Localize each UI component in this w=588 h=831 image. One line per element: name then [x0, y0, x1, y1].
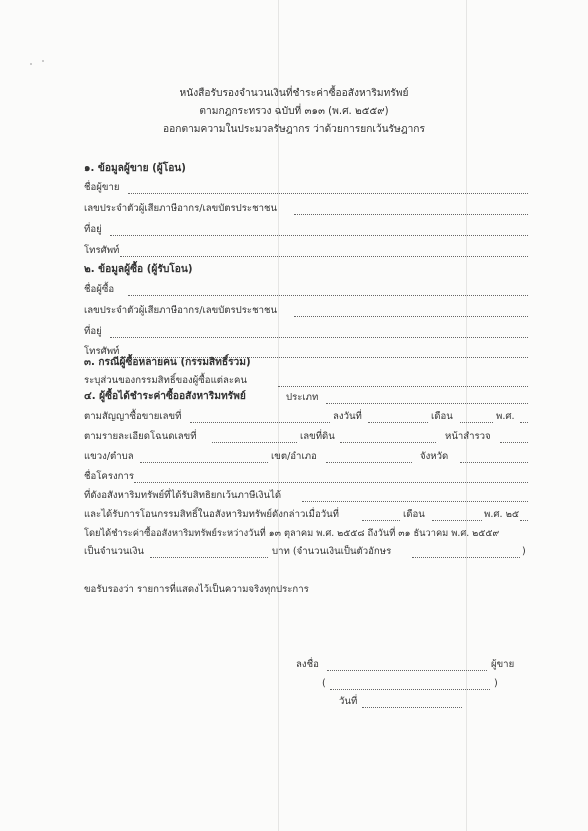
survey-page-label: หน้าสำรวจ [445, 431, 491, 442]
ownership-share-field[interactable] [278, 386, 528, 387]
amount-words-label: บาท (จำนวนเงินเป็นตัวอักษร [272, 546, 392, 557]
contract-month-label: เดือน [431, 411, 453, 422]
transfer-day-field[interactable] [362, 520, 400, 521]
ownership-share-label: ระบุส่วนของกรรมสิทธิ์ของผู้ซื้อแต่ละคน [84, 375, 247, 386]
project-name-field[interactable] [134, 482, 528, 483]
deed-no-field[interactable] [212, 442, 297, 443]
transfer-month-label: เดือน [403, 509, 425, 520]
section4-heading: ๔. ผู้ซื้อได้ชำระค่าซื้ออสังหาริมทรัพย์ [84, 391, 246, 402]
seller-taxid-field[interactable] [294, 214, 528, 215]
section3-heading: ๓. กรณีผู้ซื้อหลายคน (กรรมสิทธิ์รวม) [84, 357, 251, 368]
signature-field[interactable] [327, 670, 487, 671]
seller-phone-field[interactable] [120, 256, 528, 257]
contract-date-label: ลงวันที่ [333, 411, 362, 422]
doc-title-line2: ตามกฎกระทรวง ฉบับที่ ๓๑๓ (พ.ศ. ๒๕๕๙) [199, 106, 389, 117]
project-name-label: ชื่อโครงการ [84, 471, 135, 482]
signer-name-field[interactable] [330, 689, 490, 690]
buyer-taxid-field[interactable] [294, 316, 528, 317]
survey-page-field[interactable] [500, 442, 528, 443]
property-type-field[interactable] [326, 403, 528, 404]
property-type-label: ประเภท [286, 392, 319, 403]
transfer-date-label: และได้รับการโอนกรรมสิทธิ์ในอสังหาริมทรัพย์ดังกล่าวเมื่อวันที่ [84, 509, 339, 520]
province-label: จังหวัด [420, 451, 449, 462]
seller-name-label: ชื่อผู้ขาย [84, 182, 120, 193]
seller-name-field[interactable] [128, 193, 528, 194]
doc-title-line3: ออกตามความในประมวลรัษฎากร ว่าด้วยการยกเว้นรัษฎากร [163, 124, 425, 135]
district-label: เขต/อำเภอ [271, 451, 317, 462]
amount-field[interactable] [150, 557, 268, 558]
section1-heading: ๑. ข้อมูลผู้ขาย (ผู้โอน) [84, 163, 186, 174]
buyer-address-label: ที่อยู่ [84, 326, 102, 337]
transfer-month-field[interactable] [432, 520, 482, 521]
land-no-label: เลขที่ดิน [300, 431, 335, 442]
province-field[interactable] [460, 462, 528, 463]
exemption-field[interactable] [302, 501, 528, 502]
transfer-year-label: พ.ศ. ๒๕ [484, 509, 520, 520]
amount-close-paren: ) [522, 546, 526, 557]
seller-address-label: ที่อยู่ [84, 224, 102, 235]
district-field[interactable] [326, 462, 412, 463]
subdistrict-field[interactable] [140, 462, 268, 463]
amount-label: เป็นจำนวนเงิน [84, 546, 144, 557]
scan-speck [30, 63, 32, 65]
buyer-name-label: ชื่อผู้ซื้อ [84, 284, 115, 295]
buyer-taxid-label: เลขประจำตัวผู้เสียภาษีอากร/เลขบัตรประชาชน [84, 305, 278, 316]
deed-no-label: ตามรายละเอียดโฉนดเลขที่ [84, 431, 197, 442]
subdistrict-label: แขวง/ตำบล [84, 451, 134, 462]
certification-text: ขอรับรองว่า รายการที่แสดงไว้เป็นความจริงทุกประการ [84, 584, 309, 595]
signer-name-close-paren: ) [494, 678, 498, 689]
scan-speck [42, 60, 44, 62]
sign-label: ลงชื่อ [296, 659, 319, 670]
seller-role-label: ผู้ขาย [491, 659, 515, 670]
amount-words-field[interactable] [412, 557, 520, 558]
seller-taxid-label: เลขประจำตัวผู้เสียภาษีอากร/เลขบัตรประชาชน [84, 203, 278, 214]
contract-year-field[interactable] [520, 422, 528, 423]
transfer-year-field[interactable] [520, 520, 528, 521]
payment-period-text: โดยได้ชำระค่าซื้ออสังหาริมทรัพย์ระหว่างวันที่ ๑๓ ตุลาคม พ.ศ. ๒๕๕๘ ถึงวันที่ ๓๑ ธันวาคม พ.ศ. ๒๕๕๙ [84, 528, 500, 539]
sign-date-field[interactable] [362, 707, 462, 708]
contract-day-field[interactable] [368, 422, 428, 423]
buyer-name-field[interactable] [128, 295, 528, 296]
doc-title-line1: หนังสือรับรองจำนวนเงินที่ชำระค่าซื้ออสังหาริมทรัพย์ [179, 88, 409, 99]
land-no-field[interactable] [340, 442, 436, 443]
buyer-address-field[interactable] [110, 337, 528, 338]
contract-month-field[interactable] [460, 422, 493, 423]
contract-year-label: พ.ศ. [496, 411, 515, 422]
contract-no-field[interactable] [190, 422, 330, 423]
exemption-label: ที่ดังอสังหาริมทรัพย์ที่ได้รับสิทธิยกเว้นภาษีเงินได้ [84, 490, 282, 501]
seller-phone-label: โทรศัพท์ [84, 245, 120, 256]
signer-name-open-paren: ( [322, 678, 326, 689]
seller-address-field[interactable] [110, 235, 528, 236]
sign-date-label: วันที่ [339, 696, 358, 707]
buyer-phone-label: โทรศัพท์ [84, 346, 120, 357]
contract-no-label: ตามสัญญาซื้อขายเลขที่ [84, 411, 182, 422]
section2-heading: ๒. ข้อมูลผู้ซื้อ (ผู้รับโอน) [84, 264, 193, 275]
